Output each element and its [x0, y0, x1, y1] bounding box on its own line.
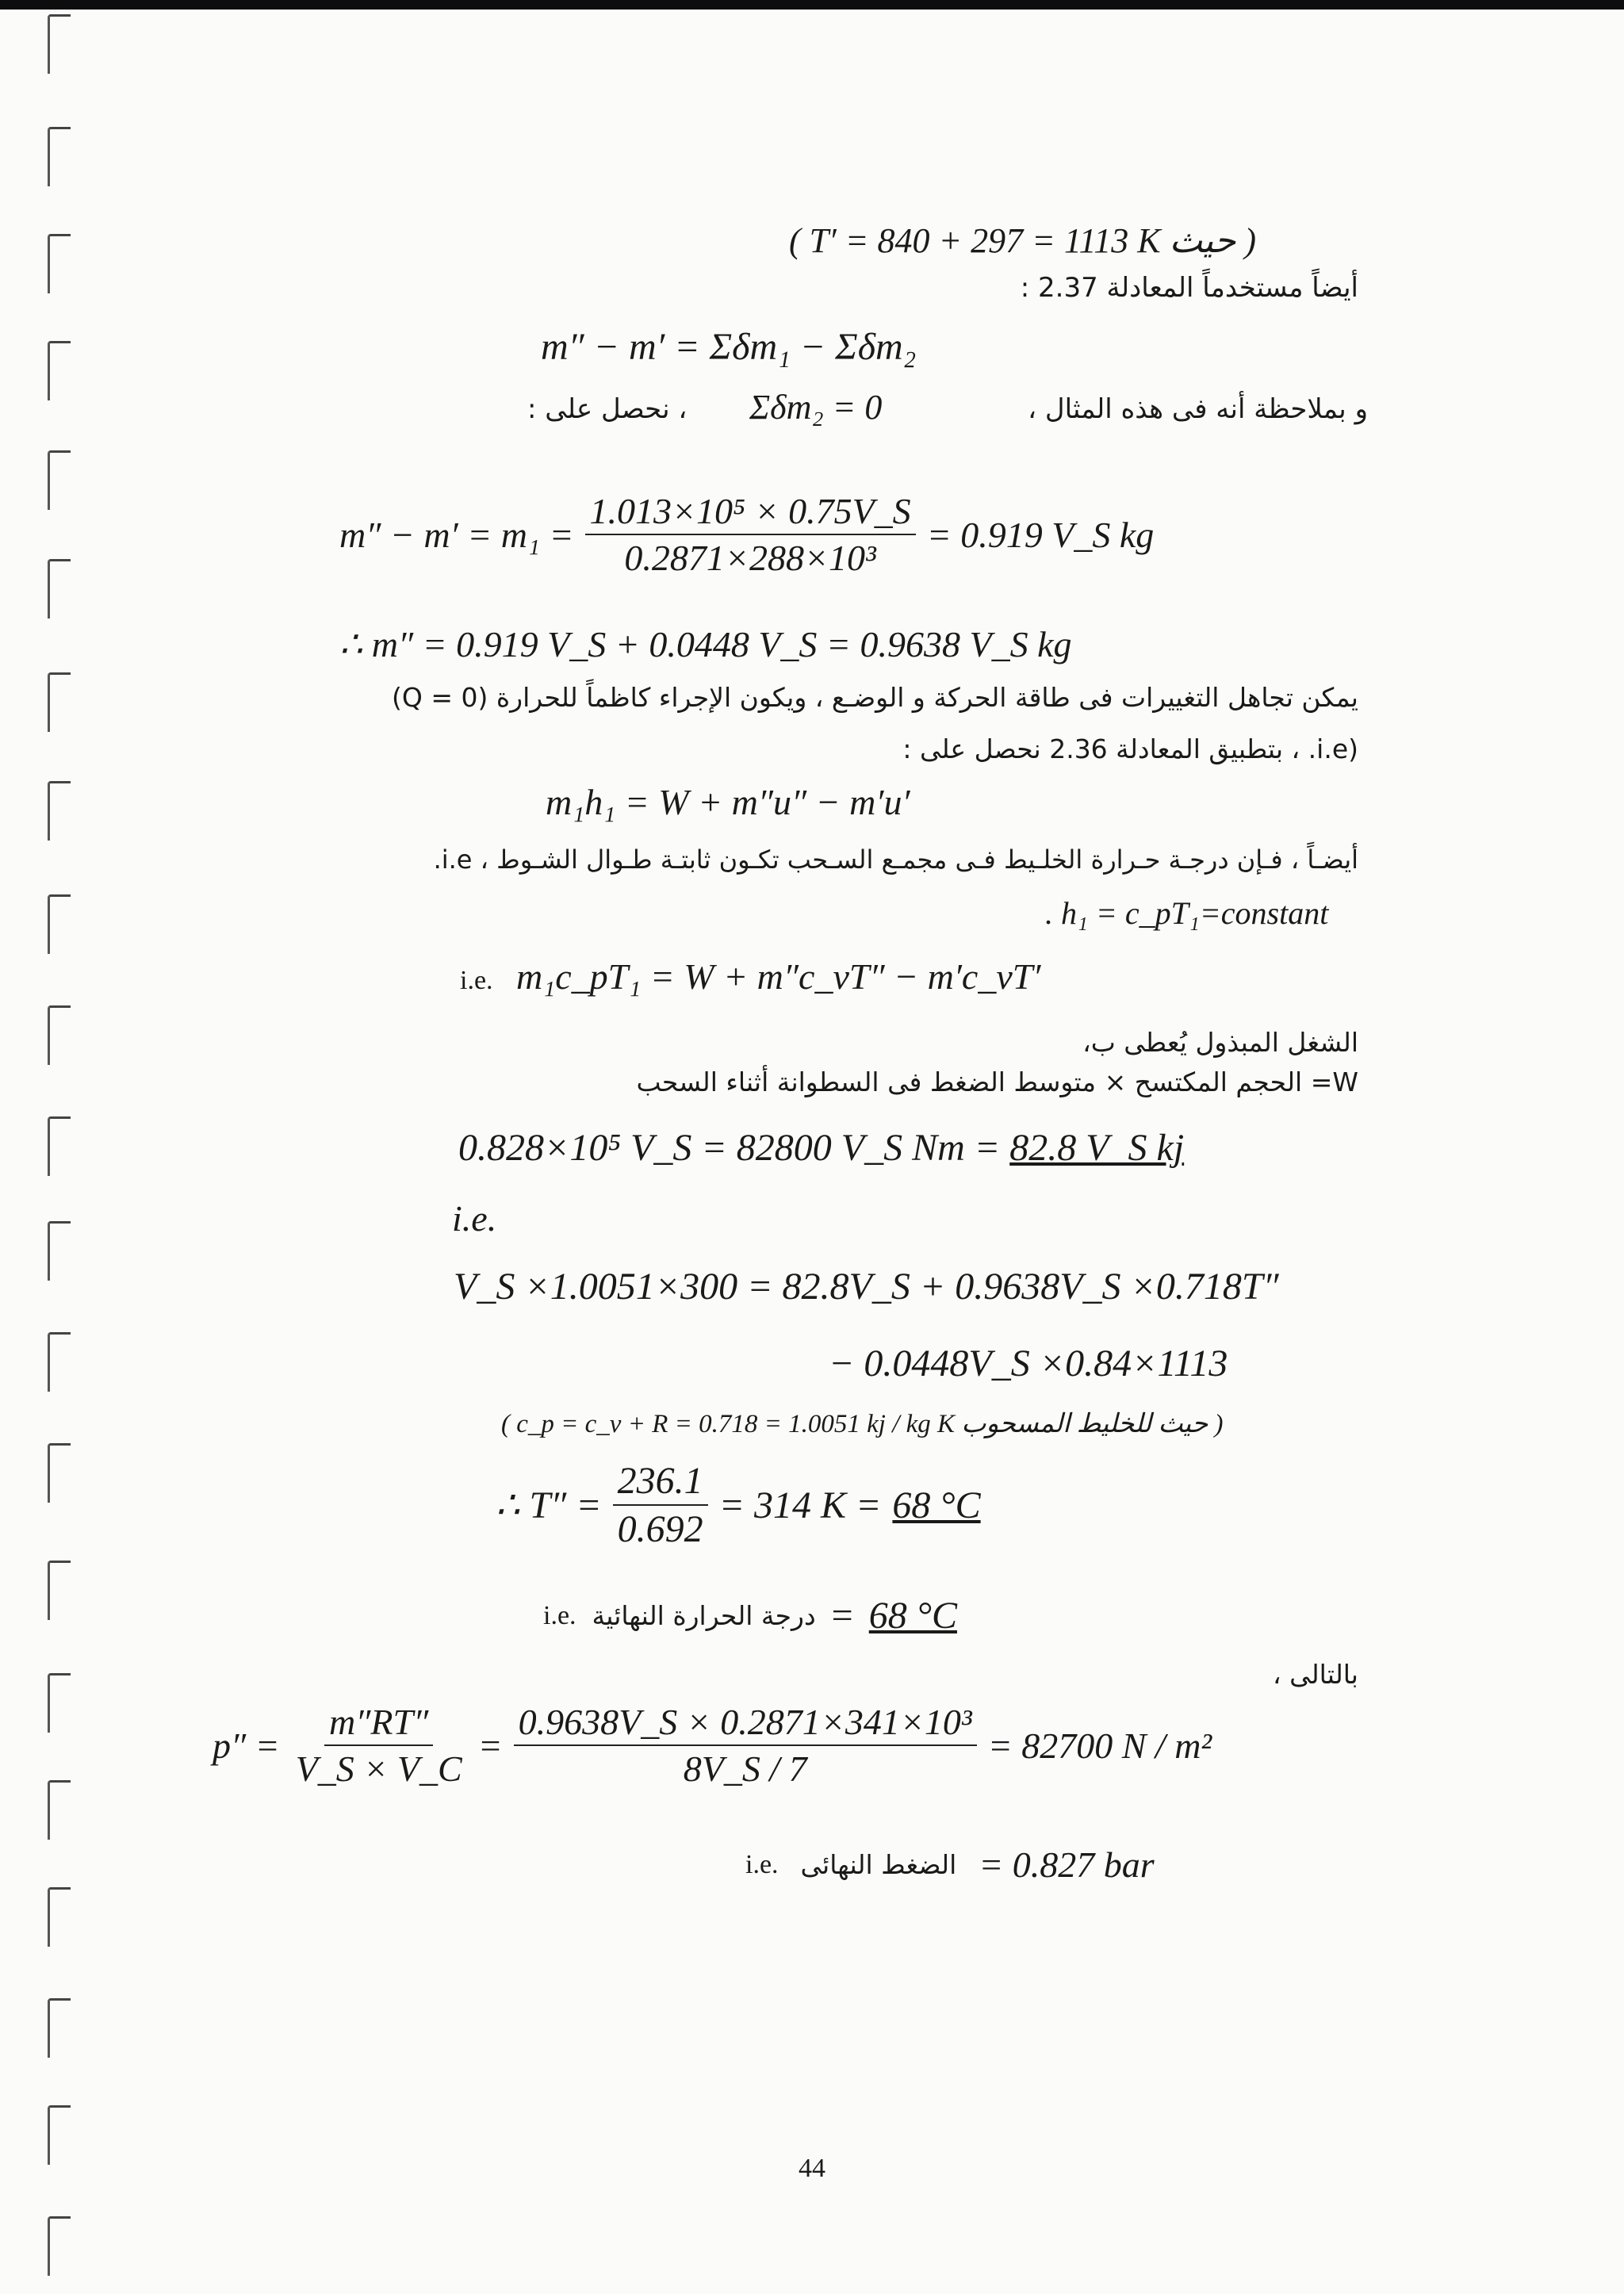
binding-ring	[48, 1673, 71, 1733]
text-work-done: الشغل المبذول يُعطى ب،	[1082, 1027, 1358, 1058]
binding-ring	[48, 781, 71, 841]
scan-top-edge	[0, 0, 1624, 10]
fraction-numerator: 236.1	[613, 1459, 708, 1506]
equation-final-temp	[496, 1459, 981, 1551]
fraction-numerator: m″RT″	[324, 1701, 433, 1746]
binding-ring	[48, 1116, 71, 1176]
text-constant-temperature: أيضـاً ، فـإن درجـة حـرارة الخلـيط فـى مجمـع السـحب تكـون ثابتـة طـوال الشـوط ، i.e.	[433, 844, 1358, 875]
equation-t-lhs: ∴ T″ =	[496, 1484, 602, 1526]
binding-ring	[48, 14, 71, 74]
page-number: 44	[799, 2154, 825, 2183]
binding-ring	[48, 341, 71, 400]
ie-label: i.e.	[460, 966, 493, 995]
binding-ring	[48, 127, 71, 186]
text-note-example: و بملاحظة أنه فى هذه المثال ،	[1028, 393, 1368, 425]
final-pressure-line	[745, 1844, 1155, 1886]
equation-m1-cp-t1: m₁c_pT₁ = W + m″c_vT″ − m′c_vT′	[516, 956, 1041, 997]
equation-final-pressure	[213, 1701, 1212, 1790]
fraction-p2	[514, 1701, 977, 1790]
text-work-definition: W= الحجم المكتسح × متوسط الضغط فى السطوانة أثناء السحب	[636, 1067, 1358, 1097]
binding-rings	[11, 0, 75, 2294]
text-we-get: ، نحصل على :	[527, 393, 688, 425]
ie-label: i.e.	[543, 1600, 576, 1630]
text-therefore: بالتالى ،	[1272, 1659, 1358, 1690]
text-final-pressure: الضغط النهائى	[800, 1849, 957, 1880]
equation-cp-note: ( c_p = c_v + R = 0.718 = 1.0051 kj / kg K حيث للخليط المسحوب )	[501, 1410, 1224, 1438]
equals-sign: =	[477, 1725, 503, 1766]
text-apply-equation-2-36: (i.e. ، بتطبيق المعادلة 2.36 نحصل على :	[902, 733, 1358, 764]
equation-t-prime: ( T′ = 840 + 297 = 1113 K حيث )	[789, 221, 1256, 260]
equation-work-result: 82.8 V_S kj	[1009, 1127, 1185, 1169]
equation-p-rhs: = 82700 N / m²	[987, 1725, 1212, 1766]
equation-m1-rhs: = 0.919 V_S kg	[926, 514, 1155, 555]
fraction-m1	[585, 490, 916, 579]
ie-label: i.e.	[452, 1198, 497, 1239]
equation-work-left: 0.828×10⁵ V_S = 82800 V_S Nm =	[458, 1127, 1001, 1169]
fraction-denominator: 8V_S / 7	[683, 1748, 807, 1789]
binding-ring	[48, 1332, 71, 1392]
equation-substitution-cont: − 0.0448V_S ×0.84×1113	[829, 1342, 1228, 1384]
note-line	[527, 387, 1368, 435]
fraction-temp	[613, 1459, 708, 1551]
binding-ring	[48, 672, 71, 732]
equation-m1	[339, 490, 1154, 579]
equation-t-rhs: = 314 K =	[718, 1484, 882, 1526]
fraction-denominator: 0.692	[617, 1508, 703, 1550]
binding-ring	[48, 1780, 71, 1840]
equals-sign: =	[831, 1595, 853, 1637]
ie-label: i.e.	[745, 1849, 779, 1879]
final-pressure-value: = 0.827 bar	[979, 1844, 1155, 1885]
fraction-denominator: 0.2871×288×10³	[624, 538, 876, 578]
fraction-denominator: V_S × V_C	[295, 1748, 462, 1789]
fraction-numerator: 1.013×10⁵ × 0.75V_S	[585, 490, 916, 535]
equation-energy-balance: m₁h₁ = W + m″u″ − m′u′	[546, 782, 910, 822]
equation-p-lhs: p″ =	[213, 1725, 280, 1766]
binding-ring	[48, 894, 71, 954]
final-temp-line	[543, 1594, 957, 1637]
binding-ring	[48, 234, 71, 293]
fraction-numerator: 0.9638V_S × 0.2871×341×10³	[514, 1701, 977, 1746]
fraction-p1	[291, 1701, 467, 1790]
text-final-temperature: درجة الحرارة النهائية	[592, 1600, 816, 1631]
text-neglect-energy: يمكن تجاهل التغييرات فى طاقة الحركة و الوضـع ، ويكون الإجراء كاظماً للحرارة (Q = 0)	[392, 682, 1358, 713]
binding-ring	[48, 1221, 71, 1281]
equation-work-value	[458, 1126, 1184, 1170]
final-temp-value: 68 °C	[868, 1595, 957, 1637]
binding-ring	[48, 1005, 71, 1065]
equation-mass-balance: m″ − m′ = Σδm₁ − Σδm₂	[541, 326, 917, 368]
binding-ring	[48, 1887, 71, 1947]
equation-h1-constant: . h₁ = c_pT₁=constant	[1045, 895, 1329, 931]
binding-ring	[48, 559, 71, 618]
binding-ring	[48, 1443, 71, 1503]
binding-ring	[48, 1998, 71, 2058]
equation-t-celsius: 68 °C	[892, 1484, 981, 1526]
equation-m-double-prime: ∴ m″ = 0.919 V_S + 0.0448 V_S = 0.9638 V_S kg	[339, 624, 1072, 664]
equation-m1-lhs: m″ − m′ = m₁ =	[339, 514, 574, 555]
equation-energy-specific	[460, 956, 1040, 998]
text-using-equation-2-37: أيضاً مستخدماً المعادلة 2.37 :	[1020, 272, 1358, 304]
binding-ring	[48, 2216, 71, 2276]
equation-substitution: V_S ×1.0051×300 = 82.8V_S + 0.9638V_S ×0.718T″	[454, 1266, 1279, 1308]
binding-ring	[48, 450, 71, 510]
binding-ring	[48, 1561, 71, 1620]
equation-sum-dm2: Σδm₂ = 0	[749, 388, 883, 427]
